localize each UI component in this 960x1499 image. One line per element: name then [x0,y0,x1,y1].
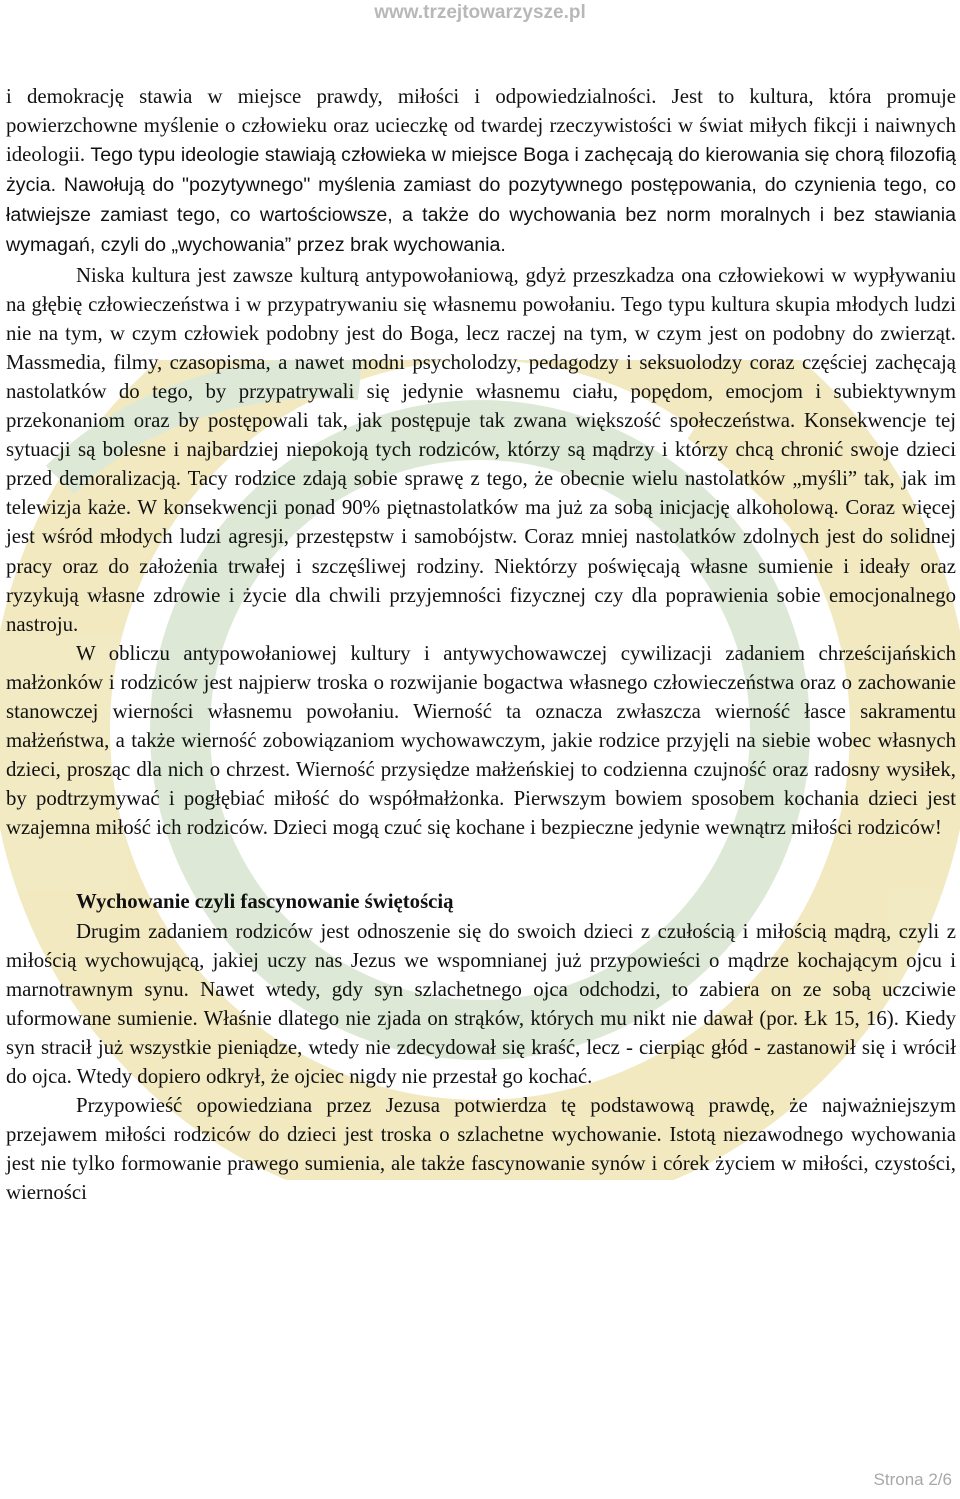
section-paragraph-1: Drugim zadaniem rodziców jest odnoszenie się do swoich dzieci z czułością i miłością mądrą, czyli z miłością wychowującą, jakiej uczy nas Jezus we wspomnianej już przypowieści o mądrze kochającym ojcu i marnotrawnym synu. Nawet wtedy, gdy syn szlachetnego ojca odchodzi, to zabiera on ze sobą uczciwie uformowane sumienie. Właśnie dlatego nie zjada on strąków, których mu nikt nie dawał (por. Łk 15, 16). Kiedy syn stracił już wszystkie pieniądze, wtedy nie zdecydował się kraść, lecz - cierpiąc głód - zastanowił się i wrócił do ojca. Wtedy dopiero odkrył, że ojciec nigdy nie przestał go kochać. [6,919,956,1088]
paragraph-2: Niska kultura jest zawsze kulturą antypowołaniową, gdyż przeszkadza ona człowiekowi w wypływaniu na głębię człowieczeństwa i w przypatrywaniu się własnemu powołaniu. Tego typu kultura skupia młodych ludzi nie na tym, w czym człowiek podobny jest do Boga, lecz raczej na tym, w czym jest on podobny do zwierząt. Massmedia, filmy, czasopisma, a nawet modni psycholodzy, pedagodzy i seksuolodzy coraz częściej zachęcają nastolatków do tego, by przypatrywali się jedynie własnemu ciału, popędom, emocjom i subiektywnym przekonaniom oraz by postępowali tak, jak postępuje tak zwana większość społeczeństwa. Konsekwencje tej sytuacji są bolesne i najbardziej niepokoją tych rodziców, którzy są mądrzy i którzy chcą chronić swoje dzieci przed demoralizacją. Tacy rodzice zdają sobie sprawę z tego, że obecnie wielu nastolatków „myśli” tak, jak im telewizja każe. W konsekwencji ponad 90% piętnastolatków ma już za sobą inicjację alkoholową. Coraz więcej jest wśród młodych ludzi agresji, przestępstw i samobójstw. Coraz mniej nastolatków zdolnych jest do solidnej pracy oraz do założenia trwałej i szczęśliwej rodziny. Niektórzy poświęcają własne sumienie i ideały oraz ryzykują własne zdrowie i życie dla chwili przyjemności fizycznej czy dla poprawienia sobie emocjonalnego nastroju. [6,263,956,636]
paragraph-1-serif-part: i demokrację stawia w miejsce prawdy, miłości i odpowiedzialności. Jest to kultura, która promuje powierzchowne myślenie o człowieku oraz ucieczkę od twardej rzeczywistości w świat miłych fikcji i naiwnych ideologii. [6,85,956,167]
paragraph-3: W obliczu antypowołaniowej kultury i antywychowawczej cywilizacji zadaniem chrześcijańskich małżonków i rodziców jest najpierw troska o rozwijanie bogactwa własnego człowieczeństwa oraz o zachowanie stanowczej wierności własnemu powołaniu. Wierność ta oznacza zwłaszcza wierność łasce sakramentu małżeństwa, a także wierność zobowiązaniom wychowawczym, jakie rodzice przyjęli na siebie wobec własnych dzieci, prosząc dla nich o chrzest. Wierność przysiędze małżeńskiej to codzienna czujność oraz radosny wysiłek, by podtrzymywać i pogłębiać miłość do współmałżonka. Pierwszym bowiem sposobem kochania dzieci jest wzajemna miłość ich rodziców. Dzieci mogą czuć się kochane i bezpieczne jedynie wewnątrz miłości rodziców! [6,641,956,840]
section-heading: Wychowanie czyli fascynowanie świętością [76,890,454,914]
document-body [6,82,956,1207]
section-paragraph-2: Przypowieść opowiedziana przez Jezusa potwierdza tę podstawową prawdę, że najważniejszym przejawem miłości rodziców do dzieci jest troska o szlachetne wychowanie. Istotą niezawodnego wychowania jest nie tylko formowanie prawego sumienia, ale także fascynowanie synów i córek życiem w miłości, czystości, wierności [6,1094,956,1205]
paragraph-1 [6,82,956,261]
header-url[interactable]: www.trzejtowarzysze.pl [374,2,586,23]
page-number: Strona 2/6 [873,1470,952,1489]
paragraph-1-sans-part: Tego typu ideologie stawiają człowieka w miejsce Boga i zachęcają do kierowania się chorą filozofią życia. Nawołują do "pozytywnego" myślenia zamiast do pozytywnego postępowania, do czynienia tego, co łatwiejsze zamiast tego, co wartościowsze, a także do wychowania bez norm moralnych i bez stawiania wymagań, czyli do „wychowania” przez brak wychowania. [6,144,957,257]
